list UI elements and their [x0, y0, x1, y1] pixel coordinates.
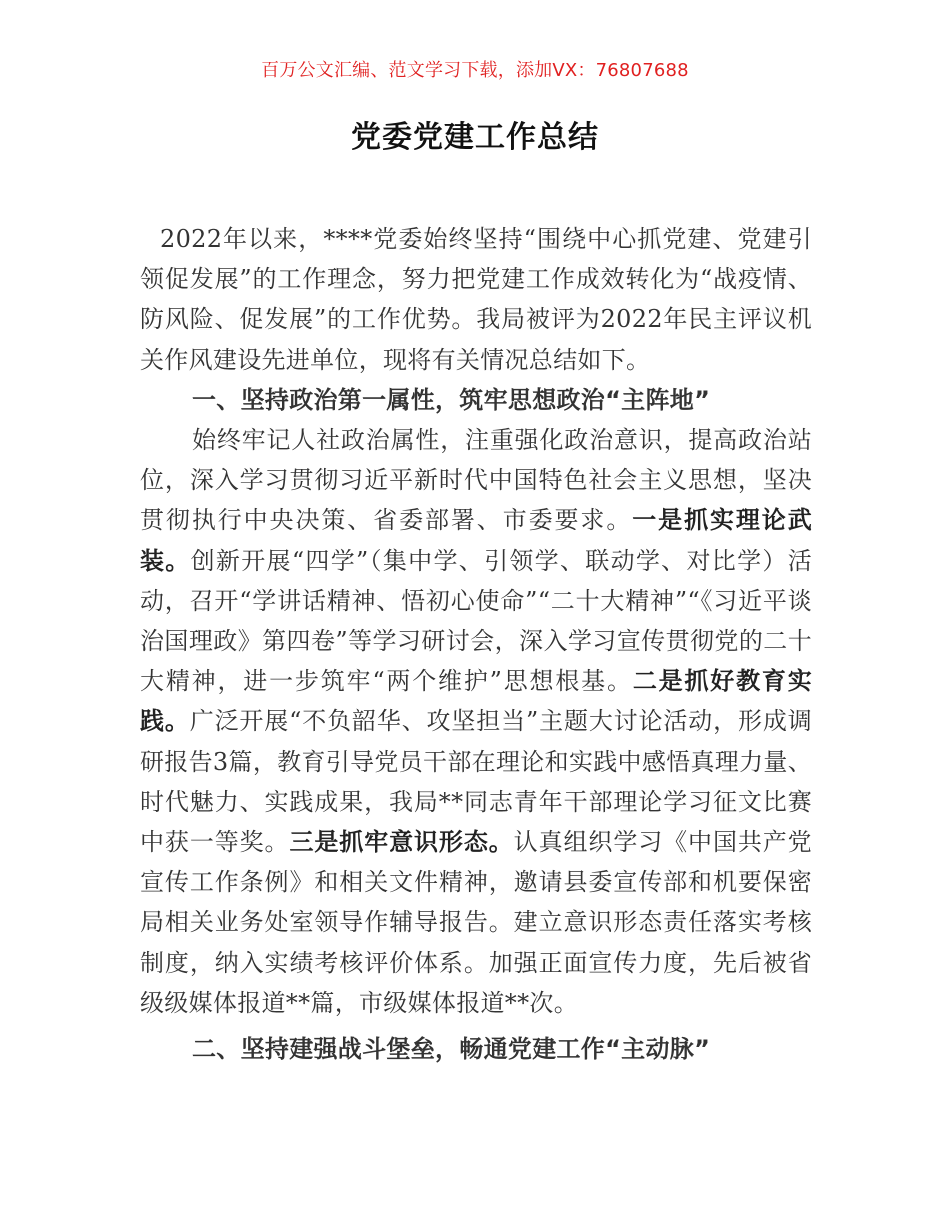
point-2-text: 广泛开展“不负韶华、攻坚担当”主题大讨论活动，形成调研报告3篇，教育引导党员干部在理论和实践中感悟真理力量、时代魅力、实践成果，我局**同志青年干部理论学习征文比赛中获一等奖。	[140, 707, 812, 857]
point-3-text: 认真组织学习《中国共产党宣传工作条例》和相关文件精神，邀请县委宣传部和机要保密局相关业务处室领导作辅导报告。建立意识形态责任落实考核制度，纳入实绩考核评价体系。加强正面宣传力度，先后被省级级媒体报道**篇，市级媒体报道**次。	[140, 828, 812, 1017]
point-3-title: 三是抓牢意识形态。	[289, 828, 514, 857]
watermark-banner: 百万公文汇编、范文学习下载，添加VX：76807688	[261, 60, 689, 81]
point-2-title: 二是抓好教育实践。	[140, 667, 812, 736]
section-1-heading: 一、坚持政治第一属性，筑牢思想政治“主阵地”	[192, 385, 711, 414]
section-1-lead: 始终牢记人社政治属性，注重强化政治意识，提高政治站位，深入学习贯彻习近平新时代中国特色社会主义思想，坚决贯彻执行中央决策、省委部署、市委要求。	[140, 426, 812, 535]
document-body	[140, 219, 812, 1069]
section-2-heading: 二、坚持建强战斗堡垒，畅通党建工作“主动脉”	[192, 1035, 711, 1064]
section-1-paragraph	[140, 420, 812, 1023]
intro-paragraph: 2022年以来，****党委始终坚持“围绕中心抓党建、党建引领促发展”的工作理念，努力把党建工作成效转化为“战疫情、防风险、促发展”的工作优势。我局被评为2022年民主评议机关作风建设先进单位，现将有关情况总结如下。	[140, 225, 812, 374]
point-1-text: 创新开展“四学”（集中学、引领学、联动学、对比学）活动，召开“学讲话精神、悟初心使命”“二十大精神”“《习近平谈治国理政》第四卷”等学习研讨会，深入学习宣传贯彻党的二十大精神，进一步筑牢“两个维护”思想根基。	[140, 546, 812, 696]
document-title: 党委党建工作总结	[351, 120, 599, 155]
point-1-title: 一是抓实理论武装。	[140, 506, 812, 575]
